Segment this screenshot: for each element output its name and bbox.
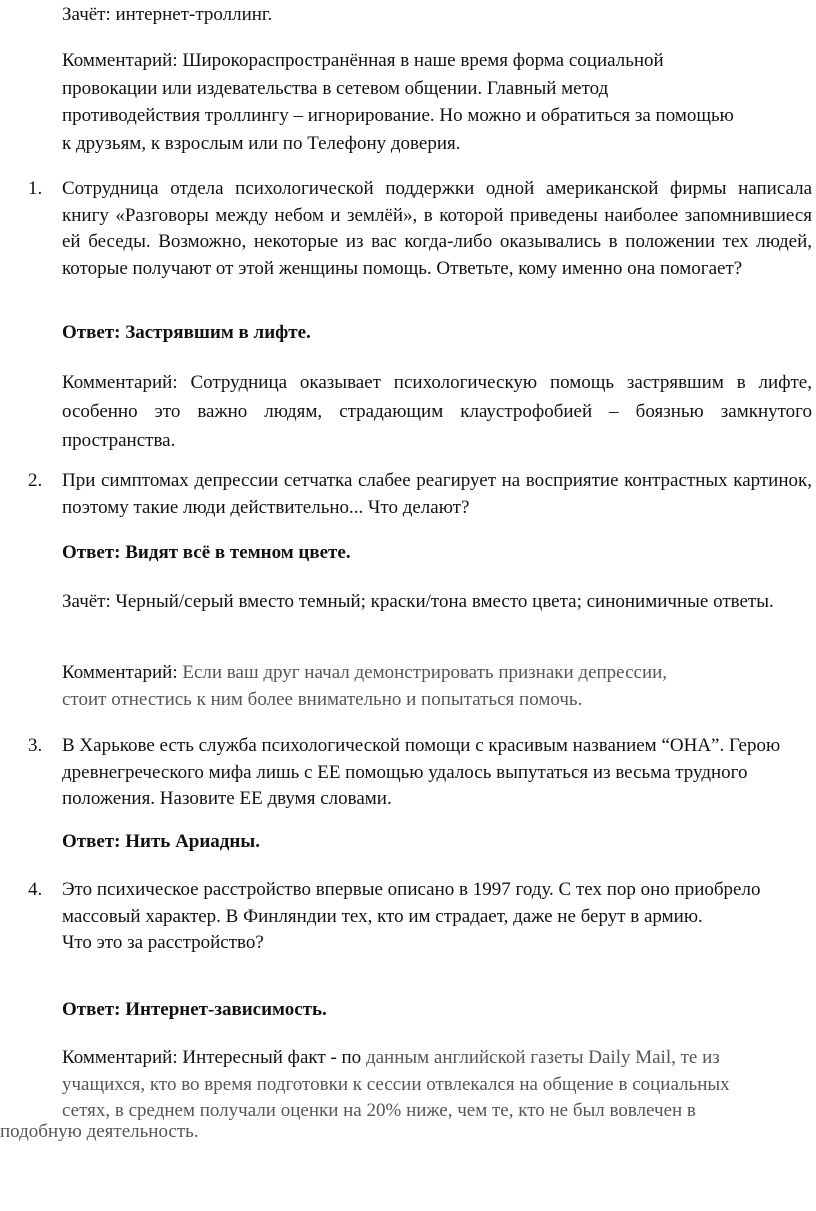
comment-line: учащихся, кто во время подготовки к сессии отвлекался на общение в социальных — [62, 1073, 730, 1095]
question-text: Сотрудница отдела психологической поддержки одной американской фирмы написала книгу «Разговоры между небом и землёй», в которой приведены наиболее запомнившиеся ей беседы. Возможно, некоторые из вас когда-либо оказывались в положении тех людей, которые получают от этой женщины помощь. Ответьте, кому именно она помогает? — [62, 178, 812, 279]
answer-line: Ответ: Нить Ариадны. — [62, 831, 260, 852]
question-number: 4. — [28, 879, 43, 900]
comment-block — [62, 660, 802, 713]
question-text-main: Это психическое расстройство впервые описано в 1997 году. С тех пор оно приобрело массовый характер. В Финляндии тех, кто им страдает, даже не берут в армию. — [62, 879, 761, 927]
answer-line: Ответ: Застрявшим в лифте. — [62, 322, 311, 343]
comment-line: к друзьям, к взрослым или по Телефону доверия. — [62, 132, 461, 154]
question-text: В Харькове есть служба психологической помощи с красивым названием “ОНА”. Герою древнегреческого мифа лишь с ЕЕ помощью удалось выпутаться из весьма трудного положения. Назовите ЕЕ двумя словами. — [62, 735, 781, 809]
question-text-sub: Что это за расстройство? — [62, 932, 264, 953]
comment-label: Комментарий: — [62, 662, 178, 683]
credit-line: Зачёт: Черный/серый вместо темный; краски/тона вместо цвета; синонимичные ответы. — [62, 591, 774, 612]
comment-tail: подобную деятельность. — [0, 1121, 199, 1142]
comment-line: Комментарий: Широкораспространённая в наше время форма социальной — [62, 50, 664, 71]
credit-line: Зачёт: интернет-троллинг. — [62, 4, 273, 25]
question-text — [62, 877, 812, 957]
comment-line: противодействия троллингу – игнорирование. Но можно и обратиться за помощью — [62, 105, 734, 126]
question-number: 1. — [28, 178, 43, 199]
answer-line: Ответ: Интернет-зависимость. — [62, 999, 327, 1020]
comment-text: данным английской газеты Daily Mail, те из — [365, 1047, 720, 1068]
comment-line: провокации или издевательства в сетевом общении. Главный метод — [62, 77, 609, 99]
question-text: При симптомах депрессии сетчатка слабее реагирует на восприятие контрастных картинок, поэтому такие люди действительно... Что делают? — [62, 470, 812, 518]
comment-lead: Комментарий: Интересный факт - по — [62, 1047, 362, 1068]
question-number: 3. — [28, 735, 43, 756]
answer-line: Ответ: Видят всё в темном цвете. — [62, 542, 351, 563]
comment-block — [62, 1045, 812, 1125]
comment-text: Если ваш друг начал демонстрировать признаки депрессии, — [182, 662, 668, 683]
comment-line — [62, 1045, 812, 1072]
comment-line: сетях, в среднем получали оценки на 20% ниже, чем те, кто не был вовлечен в — [62, 1100, 696, 1121]
comment-line — [62, 660, 802, 687]
comment-line: стоит отнестись к ним более внимательно и попытаться помочь. — [62, 688, 583, 710]
comment-block: Комментарий: Сотрудница оказывает психологическую помощь застрявшим в лифте, особенно это важно людям, страдающим клаустрофобией – боязнью замкнутого пространства. — [62, 372, 812, 451]
comment-block — [62, 47, 734, 157]
question-number: 2. — [28, 470, 43, 491]
